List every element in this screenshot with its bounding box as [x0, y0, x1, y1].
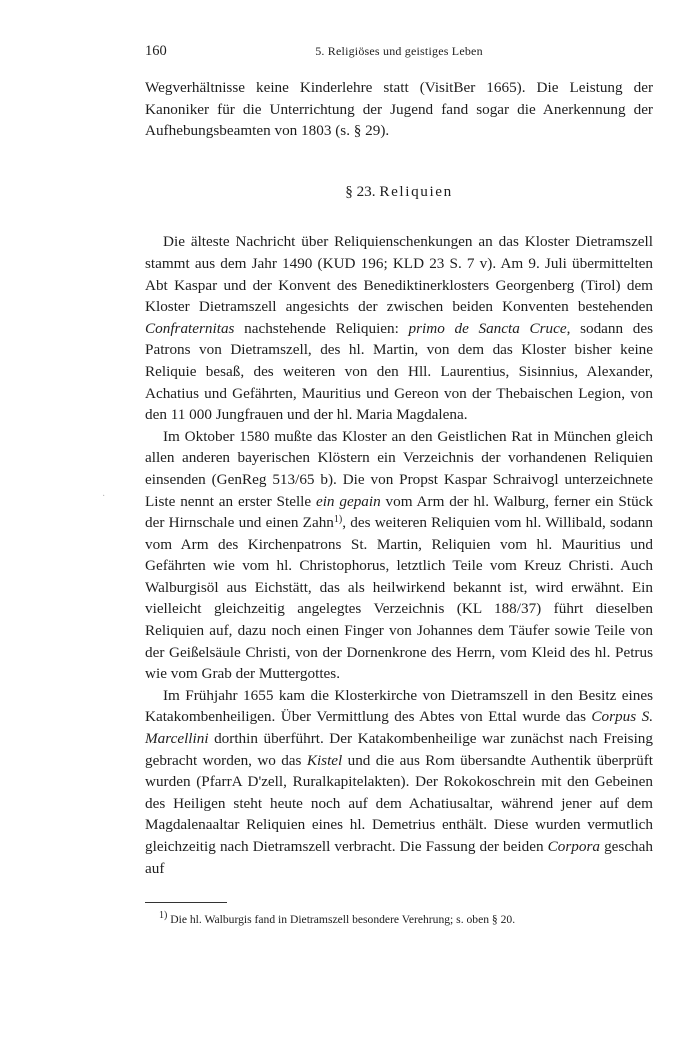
margin-mark: ·: [102, 491, 106, 502]
paragraph-2-text: Im Oktober 1580 mußte das Kloster an den Geistlichen Rat in München gleich allen anderen bayerischen Klöstern ein Verzeichnis der vorhandenen Reliquien einsenden (GenReg 513/65 b). Die von Propst Kaspar Schraivogl unterzeichnete Liste nennt an erster Stelle: [145, 427, 653, 510]
running-title: 5. Religiöses und geistiges Leben: [315, 44, 483, 58]
intro-paragraph: Wegverhältnisse keine Kinderlehre statt (VisitBer 1665). Die Leistung der Kanoniker für die Unterrichtung der Jugend fand sogar die Anerkennung der Aufhebungsbeamten von 1803 (s. § 29).: [145, 79, 653, 140]
italic-term: Kistel: [306, 751, 343, 769]
footnote-marker: 1): [159, 910, 168, 921]
section-title: Reliquien: [379, 182, 453, 200]
paragraph-3-text: und die aus Rom übersandte Authentik überprüft wurden (PfarrA D'zell, Ruralkapitelakten). Der Rokokoschrein mit den Gebeinen des Heiligen steht heute noch auf dem Achatiusaltar, während jener auf dem Magdalenaaltar Reliquien eines hl. Demetrius enthält. Diese wurden vermutlich gleichzeitig nach Dietramszell verbracht. Die Fassung der beiden: [145, 751, 653, 855]
footnote-divider: [145, 902, 227, 903]
page-number: 160: [145, 43, 167, 59]
paragraph-1: [145, 231, 653, 425]
paragraph-3-text: Im Frühjahr 1655 kam die Klosterkirche von Dietramszell in den Besitz eines Katakombenheiligen. Über Vermittlung des Abtes von Ettal wurde das: [145, 686, 653, 726]
paragraph-1-text: nachstehende Reliquien:: [234, 319, 409, 337]
paragraph-1-text: , sodann des Patrons von Dietramszell, des hl. Martin, von dem das Kloster bisher keine Reliquie besaß, des weiteren von den Hll. Laurentius, Sisinnius, Alexander, Achatius und Gefährten, Mauritius und Gereon von der Thebaischen Legion, von den 11 000 Jungfrauen und der hl. Maria Magdalena.: [145, 319, 654, 424]
paragraph-3-text: geschah auf: [145, 838, 653, 877]
section-number: § 23.: [345, 182, 376, 200]
footnote-text: Die hl. Walburgis fand in Dietramszell besondere Verehrung; s. oben § 20.: [167, 913, 516, 926]
italic-term: Corpus S. Marcellini: [145, 708, 653, 748]
italic-term: Corpora: [547, 838, 600, 855]
section-heading: [145, 181, 653, 203]
paragraph-3: [145, 685, 653, 879]
italic-term: ein gepain: [315, 492, 381, 510]
italic-term: primo de Sancta Cruce: [408, 319, 567, 337]
body-text: [145, 77, 653, 879]
footnote: [145, 912, 653, 928]
italic-term: Confraternitas: [145, 319, 235, 337]
footnote-reference[interactable]: 1): [333, 514, 343, 526]
paragraph-2-text: vom Arm der hl. Walburg, ferner ein Stück der Hirnschale und einen Zahn: [145, 492, 653, 532]
paragraph-1-text: Die älteste Nachricht über Reliquienschenkungen an das Kloster Dietramszell stammt aus dem Jahr 1490 (KUD 196; KLD 23 S. 7 v). Am 9. Juli übermittelten Abt Kaspar und der Konvent des Benediktinerklosters Georgenberg (Tirol) dem Kloster Dietramszell angesichts der zwischen beiden Konventen bestehenden: [145, 233, 653, 316]
paragraph-3-text: dorthin überführt. Der Katakombenheilige war zunächst nach Freising gebracht worden, wo das: [145, 730, 653, 769]
running-head: [145, 43, 653, 63]
paragraph-2-text: , des weiteren Reliquien vom hl. Willibald, sodann vom Arm des Kirchenpatrons St. Martin, Reliquien vom hl. Mauritius und Gefährten wie vom hl. Christophorus, letztlich Teile vom Kreuz Christi. Auch Walburgisöl aus Eichstätt, das als heilwirkend bekannt ist, wird erwähnt. Ein vielleicht gleichzeitig angelegtes Verzeichnis (KL 188/37) führt dieselben Reliquien auf, dazu noch einen Finger von Johannes dem Täufer sowie Teile von der Geißelsäule Christi, von der Dornenkrone des Herrn, vom Kleid des hl. Petrus wie vom Grab der Muttergottes.: [145, 514, 653, 683]
paragraph-2: [145, 426, 653, 685]
